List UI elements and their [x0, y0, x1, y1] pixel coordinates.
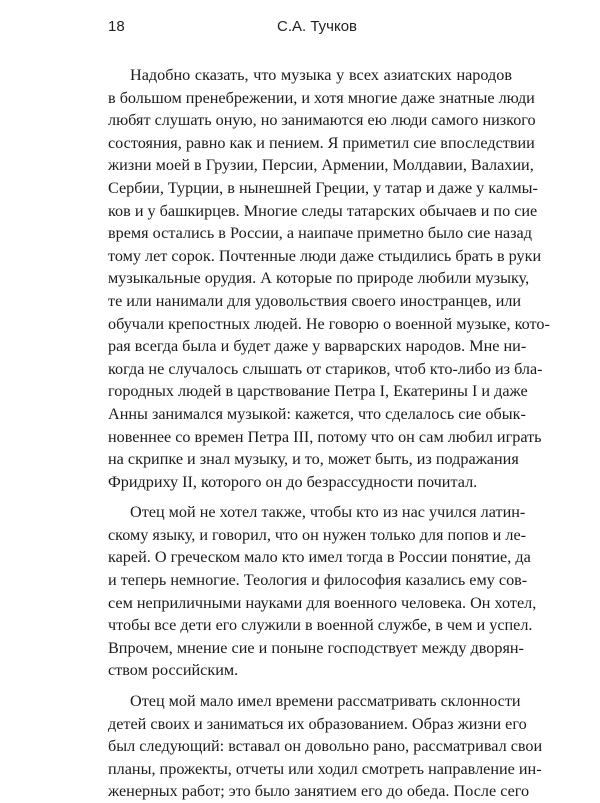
paragraph	[108, 501, 537, 682]
text-line: чтобы все дети его служили в военной службе, в чем и успел.	[108, 616, 533, 635]
text-line: планы, прожекты, отчеты или ходил смотреть направление ин-	[108, 759, 542, 778]
text-line: время остались в России, а наипаче приметно было сие назад	[108, 224, 532, 243]
text-line: Сербии, Турции, в нынешней Греции, у татар и даже у калмы-	[108, 178, 538, 197]
text-line: сем неприличными науками для военного человека. Он хотел,	[108, 593, 537, 612]
text-line: ков и у башкирцев. Многие следы татарских обычаев и по сие	[108, 201, 538, 220]
text-line: женерных работ; это было занятием его до обеда. После сего	[108, 782, 530, 801]
text-line: был следующий: вставал он довольно рано, рассматривал свои	[108, 737, 543, 756]
page-header	[108, 18, 526, 38]
text-line: новеннее со времен Петра III, потому что он сам любил играть	[108, 427, 542, 446]
text-line: Фридриху II, которого он до безрассудности почитал.	[108, 472, 478, 491]
text-line: музыкальные орудия. А которые по природе любили музыку,	[108, 269, 530, 288]
text-line: в большом пренебрежении, и хотя многие даже знатные люди	[108, 88, 535, 107]
text-line: когда не случалось слышать от стариков, чтоб кто-либо из бла-	[108, 359, 543, 378]
text-line: обучали крепостных людей. Не говорю о военной музыке, кото-	[108, 314, 550, 333]
text-line: скому языку, и говорил, что он нужен только для попов и ле-	[108, 525, 527, 544]
text-line: тому лет сорок. Почтенные люди даже стыдились брать в руки	[108, 246, 542, 265]
text-line: городных людей в царствование Петра I, Екатерины I и даже	[108, 382, 528, 401]
text-line: Впрочем, мнение сие и поныне господствует между дворян-	[108, 638, 524, 657]
text-line: карей. О греческом мало кто имел тогда в России понятие, да	[108, 548, 531, 567]
text-line: Анны занимался музыкой: кажется, что сделалось сие обык-	[108, 404, 526, 423]
text-line: ством российским.	[108, 661, 239, 680]
page-number: 18	[108, 18, 125, 35]
running-head-author: С.А. Тучков	[276, 18, 358, 35]
text-line: Отец мой мало имел времени рассматривать склонности	[130, 692, 521, 711]
text-line: и теперь немногие. Теология и философия казались ему сов-	[108, 571, 528, 590]
text-line: любят слушать оную, но занимаются ею люди самого низкого	[108, 111, 536, 130]
text-line: жизни моей в Грузии, Персии, Армении, Молдавии, Валахии,	[108, 156, 534, 175]
text-line: детей своих и заниматься их образованием. Образ жизни его	[108, 714, 527, 733]
paragraph	[108, 64, 550, 493]
text-line: на скрипке и знал музыку, и то, может быть, из подражания	[108, 450, 519, 469]
paragraph	[108, 690, 543, 803]
text-line: Надобно сказать, что музыка у всех азиатских народов	[130, 66, 512, 84]
text-line: те или нанимали для удовольствия своего иностранцев, или	[108, 291, 522, 310]
body-text	[108, 64, 550, 803]
text-line: Отец мой не хотел также, чтобы кто из нас учился латин-	[130, 503, 526, 522]
text-line: состояния, равно как и пением. Я приметил сие впоследствии	[108, 133, 535, 152]
text-line: рая всегда была и будет даже у варварских народов. Мне ни-	[108, 337, 527, 356]
